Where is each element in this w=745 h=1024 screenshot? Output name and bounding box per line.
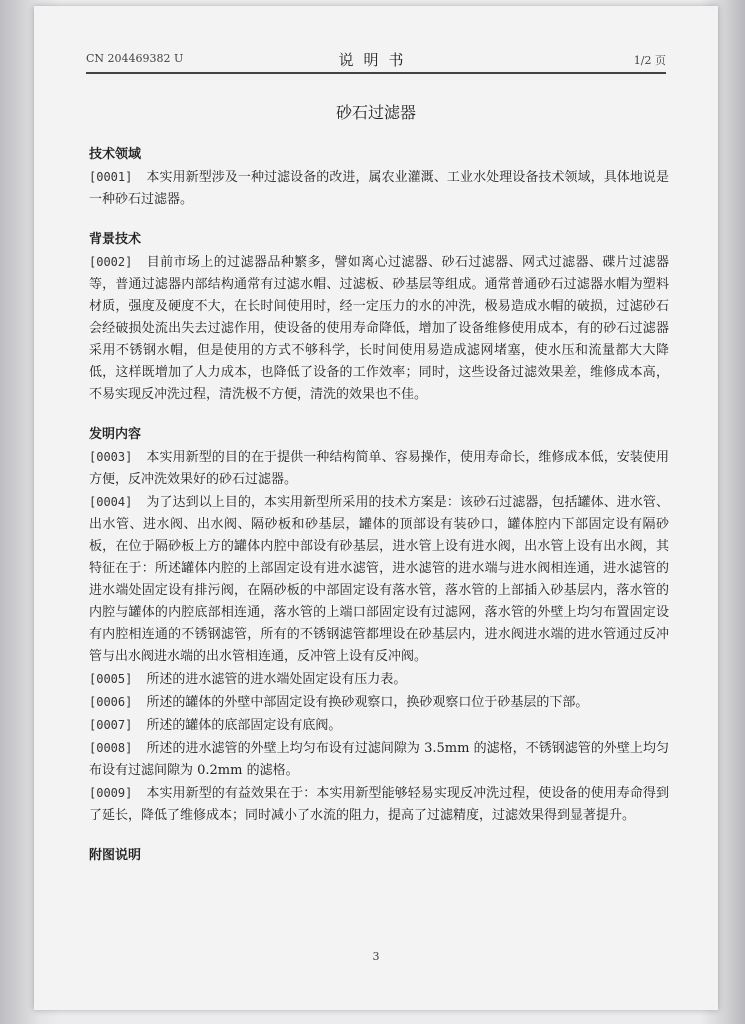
paragraph-0009 bbox=[89, 782, 669, 827]
paragraph-tag: [0008] bbox=[89, 741, 133, 755]
paragraph-0001 bbox=[89, 166, 669, 211]
paragraph-0006 bbox=[89, 691, 669, 714]
section-heading-background: 背景技术 bbox=[89, 232, 142, 247]
section-heading-invention: 发明内容 bbox=[89, 427, 142, 442]
paragraph-0008 bbox=[89, 737, 669, 782]
paragraph-0005 bbox=[89, 668, 669, 691]
paragraph-text: 所述的进水滤管的进水端处固定设有压力表。 bbox=[146, 672, 407, 687]
paragraph-tag: [0007] bbox=[89, 718, 133, 732]
paragraph-0002 bbox=[89, 251, 669, 406]
paragraph-tag: [0006] bbox=[89, 695, 133, 709]
paragraph-text: 目前市场上的过滤器品种繁多，譬如离心过滤器、砂石过滤器、网式过滤器、碟片过滤器等，普通过滤器内部结构通常有过滤水帽、过滤板、砂基层等组成。通常普通砂石过滤器水帽为塑料材质，强度及硬度不大，在长时间使用时，经一定压力的水的冲洗，极易造成水帽的破损，过滤砂石会经破损处流出失去过滤作用，使设备的使用寿命降低，增加了设备维修使用成本，有的砂石过滤器采用不锈钢水帽，但是使用的方式不够科学，长时间使用易造成滤网堵塞，使水压和流量都大大降低，这样既增加了人力成本，也降低了设备的工作效率；同时，这些设备过滤效果差，维修成本高，不易实现反冲洗过程，清洗极不方便，清洗的效果也不佳。 bbox=[89, 255, 669, 402]
document-body bbox=[89, 144, 669, 867]
paragraph-text: 所述的罐体的底部固定设有底阀。 bbox=[146, 718, 342, 733]
section-heading-drawings: 附图说明 bbox=[89, 848, 142, 863]
invention-title: 砂石过滤器 bbox=[335, 103, 416, 122]
paragraph-0007 bbox=[89, 714, 669, 737]
paragraph-tag: [0005] bbox=[89, 672, 133, 686]
paragraph-0003 bbox=[89, 446, 669, 491]
paragraph-text: 为了达到以上目的，本实用新型所采用的技术方案是：该砂石过滤器，包括罐体、进水管、出水管、进水阀、出水阀、隔砂板和砂基层，罐体的顶部设有装砂口，罐体腔内下部固定设有隔砂板，在位于隔砂板上方的罐体内腔中部设有砂基层，进水管上设有进水阀，出水管上设有出水阀，其特征在于：所述罐体内腔的上部固定设有进水滤管，进水滤管的进水端与进水阀相连通，进水滤管的进水端处固定设有排污阀，在隔砂板的中部固定设有落水管，落水管的上部插入砂基层内，落水管的内腔与罐体的内腔底部相连通，落水管的上端口部固定设有过滤网，落水管的外壁上均匀布置固定设有内腔相连通的不锈钢滤管，所有的不锈钢滤管都埋设在砂基层内，进水阀进水端的进水管通过反冲管与出水阀进水端的出水管相连通，反冲管上设有反冲阀。 bbox=[89, 495, 669, 664]
page-number: 3 bbox=[372, 950, 380, 963]
paragraph-tag: [0009] bbox=[89, 786, 133, 800]
paragraph-0004 bbox=[89, 491, 669, 668]
paragraph-text: 所述的罐体的外壁中部固定设有换砂观察口，换砂观察口位于砂基层的下部。 bbox=[146, 695, 589, 710]
document-type-title: 说明书 bbox=[338, 51, 414, 69]
paragraph-tag: [0001] bbox=[89, 170, 133, 184]
paragraph-tag: [0004] bbox=[89, 495, 133, 509]
paragraph-tag: [0002] bbox=[89, 255, 133, 269]
paragraph-text: 本实用新型的有益效果在于：本实用新型能够轻易实现反冲洗过程，使设备的使用寿命得到了延长，降低了维修成本；同时减小了水流的阻力，提高了过滤精度，过滤效果得到显著提升。 bbox=[89, 786, 669, 823]
publication-number: CN 204469382 U bbox=[86, 52, 184, 65]
document-page bbox=[34, 6, 718, 1010]
paragraph-tag: [0003] bbox=[89, 450, 133, 464]
page-indicator: 1/2 页 bbox=[633, 54, 666, 67]
header-rule bbox=[86, 72, 666, 74]
paragraph-text: 本实用新型的目的在于提供一种结构简单、容易操作，使用寿命长，维修成本低，安装使用方便，反冲洗效果好的砂石过滤器。 bbox=[89, 450, 669, 487]
paragraph-text: 本实用新型涉及一种过滤设备的改进，属农业灌溉、工业水处理设备技术领域，具体地说是一种砂石过滤器。 bbox=[89, 170, 669, 207]
section-heading-field: 技术领域 bbox=[89, 147, 142, 162]
paragraph-text: 所述的进水滤管的外壁上均匀布设有过滤间隙为 3.5mm 的滤格，不锈钢滤管的外壁上均匀布设有过滤间隙为 0.2mm 的滤格。 bbox=[89, 741, 669, 778]
